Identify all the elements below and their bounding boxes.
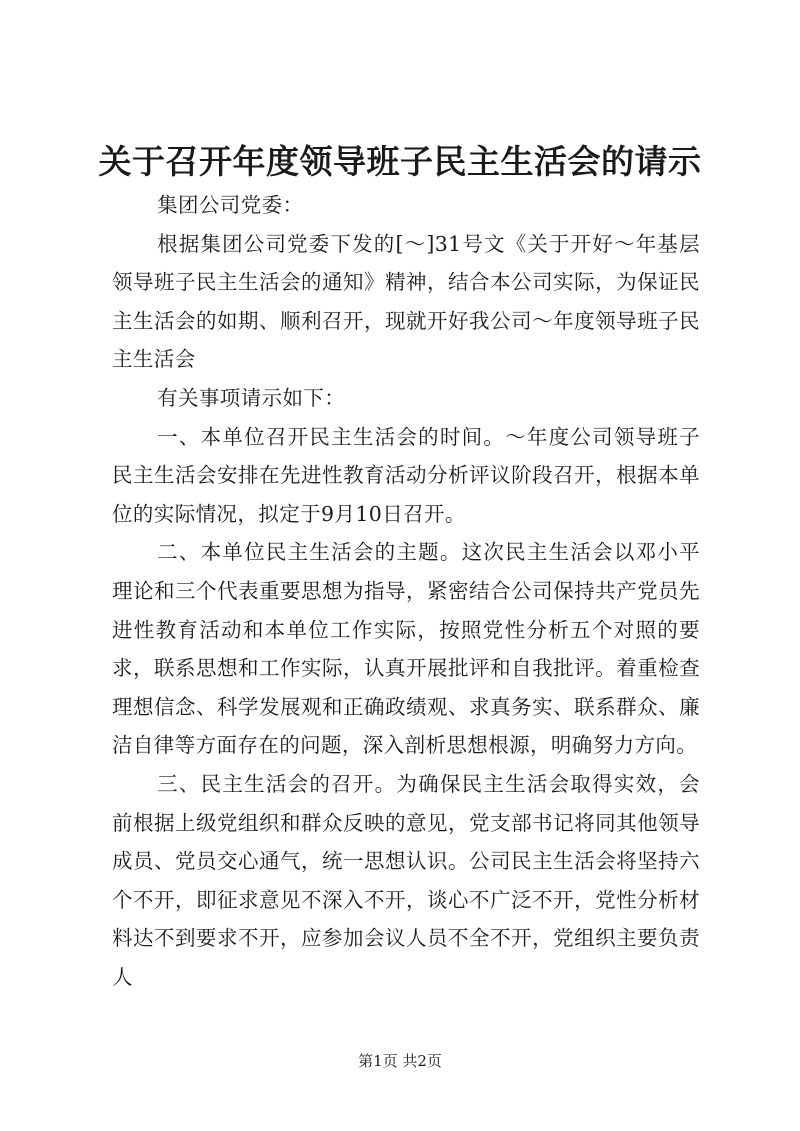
- document-title: 关于召开年度领导班子民主生活会的请示: [98, 142, 702, 181]
- paragraph-section-3: 三、民主生活会的召开。为确保民主生活会取得实效，会前根据上级党组织和群众反映的意见，党支部书记将同其他领导成员、党员交心通气，统一思想认识。公司民主生活会将坚持六个不开，即征求意见不深入不开，谈心不广泛不开，党性分析材料达不到要求不开，应参加会议人员不全不开，党组织主要负责人: [112, 771, 700, 989]
- salutation: 集团公司党委：: [157, 193, 304, 217]
- paragraph-lead-in: 有关事项请示如下：: [157, 385, 346, 410]
- document-body: [112, 186, 700, 996]
- paragraph-intro: 根据集团公司党委下发的[～]31号文《关于开好～年基层领导班子民主生活会的通知》精神，结合本公司实际，为保证民主生活会的如期、顺利召开，现就开好我公司～年度领导班子民主生活会: [112, 231, 700, 372]
- paragraph-section-1: 一、本单位召开民主生活会的时间。～年度公司领导班子民主生活会安排在先进性教育活动分析评议阶段召开，根据本单位的实际情况，拟定于9月10日召开。: [112, 424, 700, 526]
- paragraph-section-2: 二、本单位民主生活会的主题。这次民主生活会以邓小平理论和三个代表重要思想为指导，紧密结合公司保持共产党员先进性教育活动和本单位工作实际，按照党性分析五个对照的要求，联系思想和工作实际，认真开展批评和自我批评。着重检查理想信念、科学发展观和正确政绩观、求真务实、联系群众、廉洁自律等方面存在的问题，深入剖析思想根源，明确努力方向。: [112, 540, 700, 758]
- page-number-footer: 第1页 共2页: [358, 1052, 442, 1070]
